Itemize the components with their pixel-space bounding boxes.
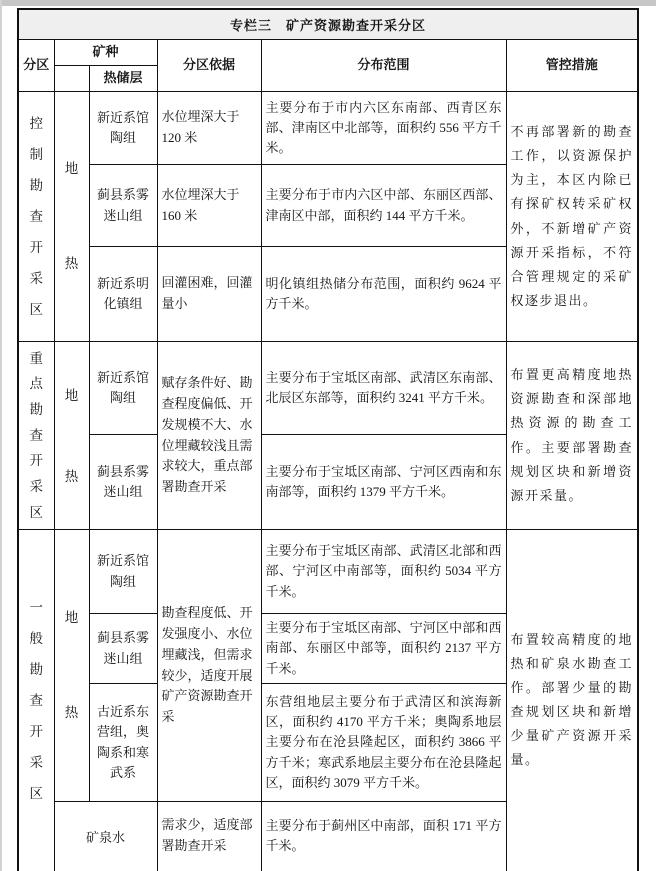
range-cell: 东营组地层主要分布于武清区和滨海新区，面积约 4170 平方千米；奥陶系地层主要分布在沧县隆起区，面积约 3866 平方千米；寒武系地层主要分布在沧县隆起区，面积约 3079 平方千米。 <box>261 684 506 802</box>
header-measures: 管控措施 <box>506 40 638 92</box>
mineral-label-geothermal-1 <box>54 92 89 342</box>
reservoir-cell: 新近系馆陶组 <box>89 92 157 165</box>
header-reservoir: 热储层 <box>89 66 157 92</box>
reservoir-cell: 蓟县系雾迷山组 <box>89 435 157 530</box>
reservoir-cell: 蓟县系雾迷山组 <box>89 614 157 684</box>
range-cell: 主要分布于市内六区中部、东丽区西部、津南区中部，面积约 144 平方千米。 <box>261 165 506 247</box>
basis-cell: 水位埋深大于 160 米 <box>157 165 261 247</box>
reservoir-cell: 古近系东营组，奥陶系和寒武系 <box>89 684 157 802</box>
range-cell: 明化镇组热储分布范围，面积约 9624 平方千米。 <box>261 247 506 342</box>
zone-label-general-text: 一般勘查开采区 <box>29 599 43 801</box>
mineral-label-geothermal-2 <box>54 342 89 530</box>
mineral-zoning-table <box>17 8 639 871</box>
range-cell: 主要分布于宝坻区南部、宁河区中部和西南部、东丽区中部等，面积约 2137 平方千米。 <box>261 614 506 684</box>
zone-label-control-text: 控制勘查开采区 <box>29 115 43 318</box>
basis-cell-shared: 赋存条件好、勘查程度偏低、开发规模不大、水位埋藏较浅且需求较大，重点部署勘查开采 <box>157 342 261 530</box>
mineral-label-text: 地热 <box>64 387 79 484</box>
zone-label-general <box>18 530 54 871</box>
basis-cell: 需求少，适度部署勘查开采 <box>157 802 261 871</box>
range-cell: 主要分布于宝坻区南部、宁河区西南和东南部等，面积约 1379 平方千米。 <box>261 435 506 530</box>
basis-cell: 水位埋深大于 120 米 <box>157 92 261 165</box>
range-cell: 主要分布于蓟州区中南部，面积 171 平方千米。 <box>261 802 506 871</box>
header-mineral: 矿种 <box>54 40 157 66</box>
measures-cell-key: 布置更高精度地热资源勘查和深部地热资源的勘查工作。主要部署勘查规划区块和新增资源开采量。 <box>506 342 638 530</box>
table-title: 专栏三 矿产资源勘查开采分区 <box>18 9 638 40</box>
reservoir-cell: 蓟县系雾迷山组 <box>89 165 157 247</box>
header-mineral-spacer <box>54 66 89 92</box>
reservoir-cell: 新近系馆陶组 <box>89 342 157 435</box>
measures-cell-control: 不再部署新的勘查工作，以资源保护为主，本区内除已有探矿权转采矿权外，不新增矿产资源开采指标，不符合管理规定的采矿权逐步退出。 <box>506 92 638 342</box>
range-cell: 主要分布于宝坻区南部、武清区北部和西部、宁河区中南部等，面积约 5034 平方千米。 <box>261 530 506 614</box>
mineral-label-text: 地热 <box>64 161 79 271</box>
measures-cell-general: 布置较高精度的地热和矿泉水勘查工作。部署少量的勘查规划区块和新增少量矿产资源开采量。 <box>506 530 638 871</box>
mineral-label-mineral-water: 矿泉水 <box>54 802 157 871</box>
range-cell: 主要分布于宝坻区南部、武清区东南部、北辰区东部等，面积约 3241 平方千米。 <box>261 342 506 435</box>
basis-cell: 回灌困难，回灌量小 <box>157 247 261 342</box>
basis-cell-shared: 勘查程度低、开发强度小、水位埋藏浅，但需求较少，适度开展矿产资源勘查开采 <box>157 530 261 802</box>
window-edge-strip-left <box>0 0 2 871</box>
header-basis: 分区依据 <box>157 40 261 92</box>
reservoir-cell: 新近系馆陶组 <box>89 530 157 614</box>
zone-label-key-text: 重点勘查开采区 <box>29 350 43 520</box>
mineral-label-text: 地热 <box>64 610 79 720</box>
window-edge-strip-top <box>0 0 656 6</box>
header-range: 分布范围 <box>261 40 506 92</box>
header-zone: 分区 <box>18 40 54 92</box>
reservoir-cell: 新近系明化镇组 <box>89 247 157 342</box>
range-cell: 主要分布于市内六区东南部、西青区东部、津南区中北部等，面积约 556 平方千米。 <box>261 92 506 165</box>
zone-label-key <box>18 342 54 530</box>
zone-label-control <box>18 92 54 342</box>
mineral-label-geothermal-3 <box>54 530 89 802</box>
